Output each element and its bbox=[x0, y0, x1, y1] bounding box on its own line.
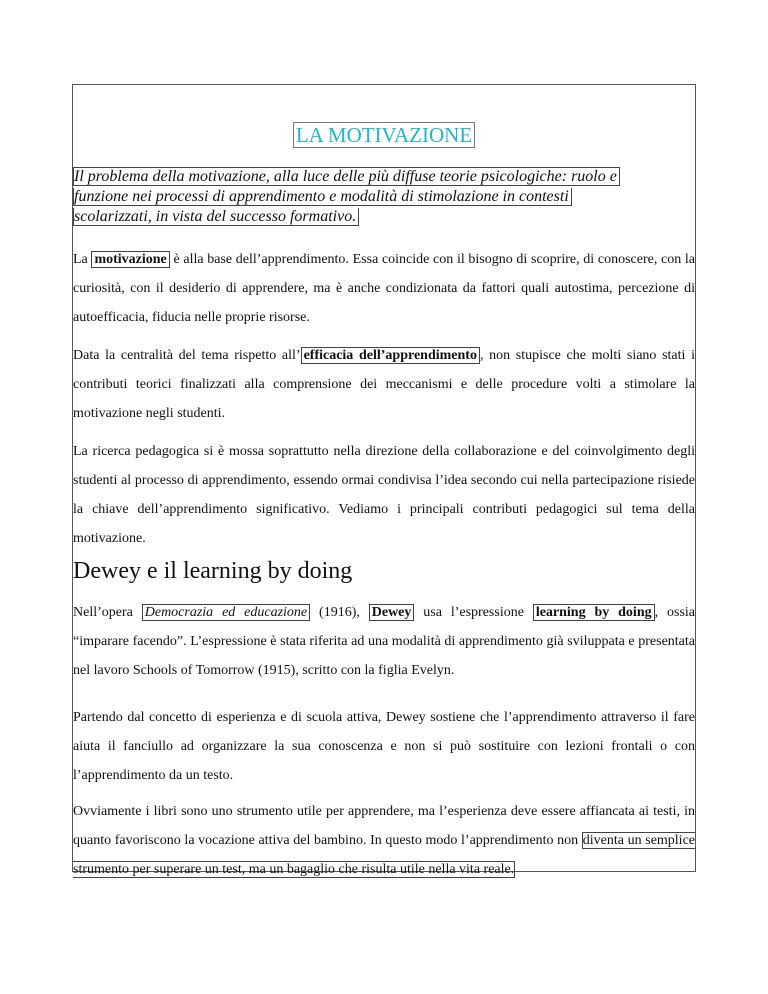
paragraph-motivation bbox=[73, 245, 695, 332]
term-efficacia: efficacia dell’apprendimento bbox=[301, 347, 480, 364]
p4-post: , ossia “imparare facendo”. L’espressione è stata riferita ad una modalità di apprendimento già sviluppata e presentata nel lavoro Schools of Tomorrow (1915), scritto con la figlia Evelyn. bbox=[73, 605, 695, 678]
subtitle-line-1: Il problema della motivazione, alla luce delle più diffuse teorie psicologiche: ruolo e bbox=[73, 167, 620, 186]
subtitle-line-3: scolarizzati, in vista del successo formativo. bbox=[73, 208, 359, 226]
paragraph-dewey bbox=[73, 598, 695, 685]
author-dewey: Dewey bbox=[369, 604, 415, 621]
p6-main: Ovviamente i libri sono uno strumento utile per apprendere, ma l’esperienza deve essere affiancata ai testi, in quanto favoriscono la vocazione attiva del bambino. In questo modo l’apprendimento non bbox=[73, 804, 695, 848]
term-motivazione: motivazione bbox=[91, 251, 169, 268]
p4-mid2: usa l’espressione bbox=[414, 605, 533, 620]
paragraph-books bbox=[73, 797, 695, 884]
p6-last-line: diventa un semplice strumento per superare un test, ma un bagaglio che risulta utile nella vita reale. bbox=[73, 833, 695, 877]
p1-pre: La bbox=[73, 252, 92, 267]
paragraph-experience: Partendo dal concetto di esperienza e di scuola attiva, Dewey sostiene che l’apprendimento attraverso il fare aiuta il fanciullo ad organizzare la sua conoscenza e non si può sostituire con lezioni frontali o con l’apprendimento da un testo. bbox=[73, 710, 695, 783]
p1-post: è alla base dell’apprendimento. Essa coincide con il bisogno di scoprire, di conoscere, con la curiosità, con il desiderio di apprendere, ma è anche condizionata da fattori quali autostima, percezione di autoefficacia, fiducia nelle proprie risorse. bbox=[73, 252, 695, 325]
term-learning-by-doing: learning by doing bbox=[533, 604, 655, 621]
book-title: Democrazia ed educazione bbox=[142, 604, 310, 621]
p4-pre: Nell’opera bbox=[73, 605, 142, 620]
paragraph-research: La ricerca pedagogica si è mossa soprattutto nella direzione della collaborazione e del coinvolgimento degli studenti al processo di apprendimento, essendo ormai condivisa l’idea secondo cui nella partecipazione risiede la chiave dell’apprendimento significativo. Vediamo i principali contributi pedagogici sul tema della motivazione. bbox=[73, 444, 695, 546]
section-heading: Dewey e il learning by doing bbox=[73, 558, 353, 584]
title-container bbox=[0, 122, 768, 148]
p2-pre: Data la centralità del tema rispetto all’ bbox=[73, 348, 301, 363]
document-subtitle bbox=[73, 167, 673, 227]
p2-post: , non stupisce che molti siano stati i contributi teorici finalizzati alla comprensione dei meccanismi e delle procedure volti a stimolare la motivazione negli studenti. bbox=[73, 348, 695, 421]
document-title: LA MOTIVAZIONE bbox=[293, 122, 475, 148]
subtitle-line-2: funzione nei processi di apprendimento e modalità di stimolazione in contesti bbox=[73, 188, 572, 206]
p4-mid1: (1916), bbox=[310, 605, 369, 620]
paragraph-centrality bbox=[73, 341, 695, 428]
